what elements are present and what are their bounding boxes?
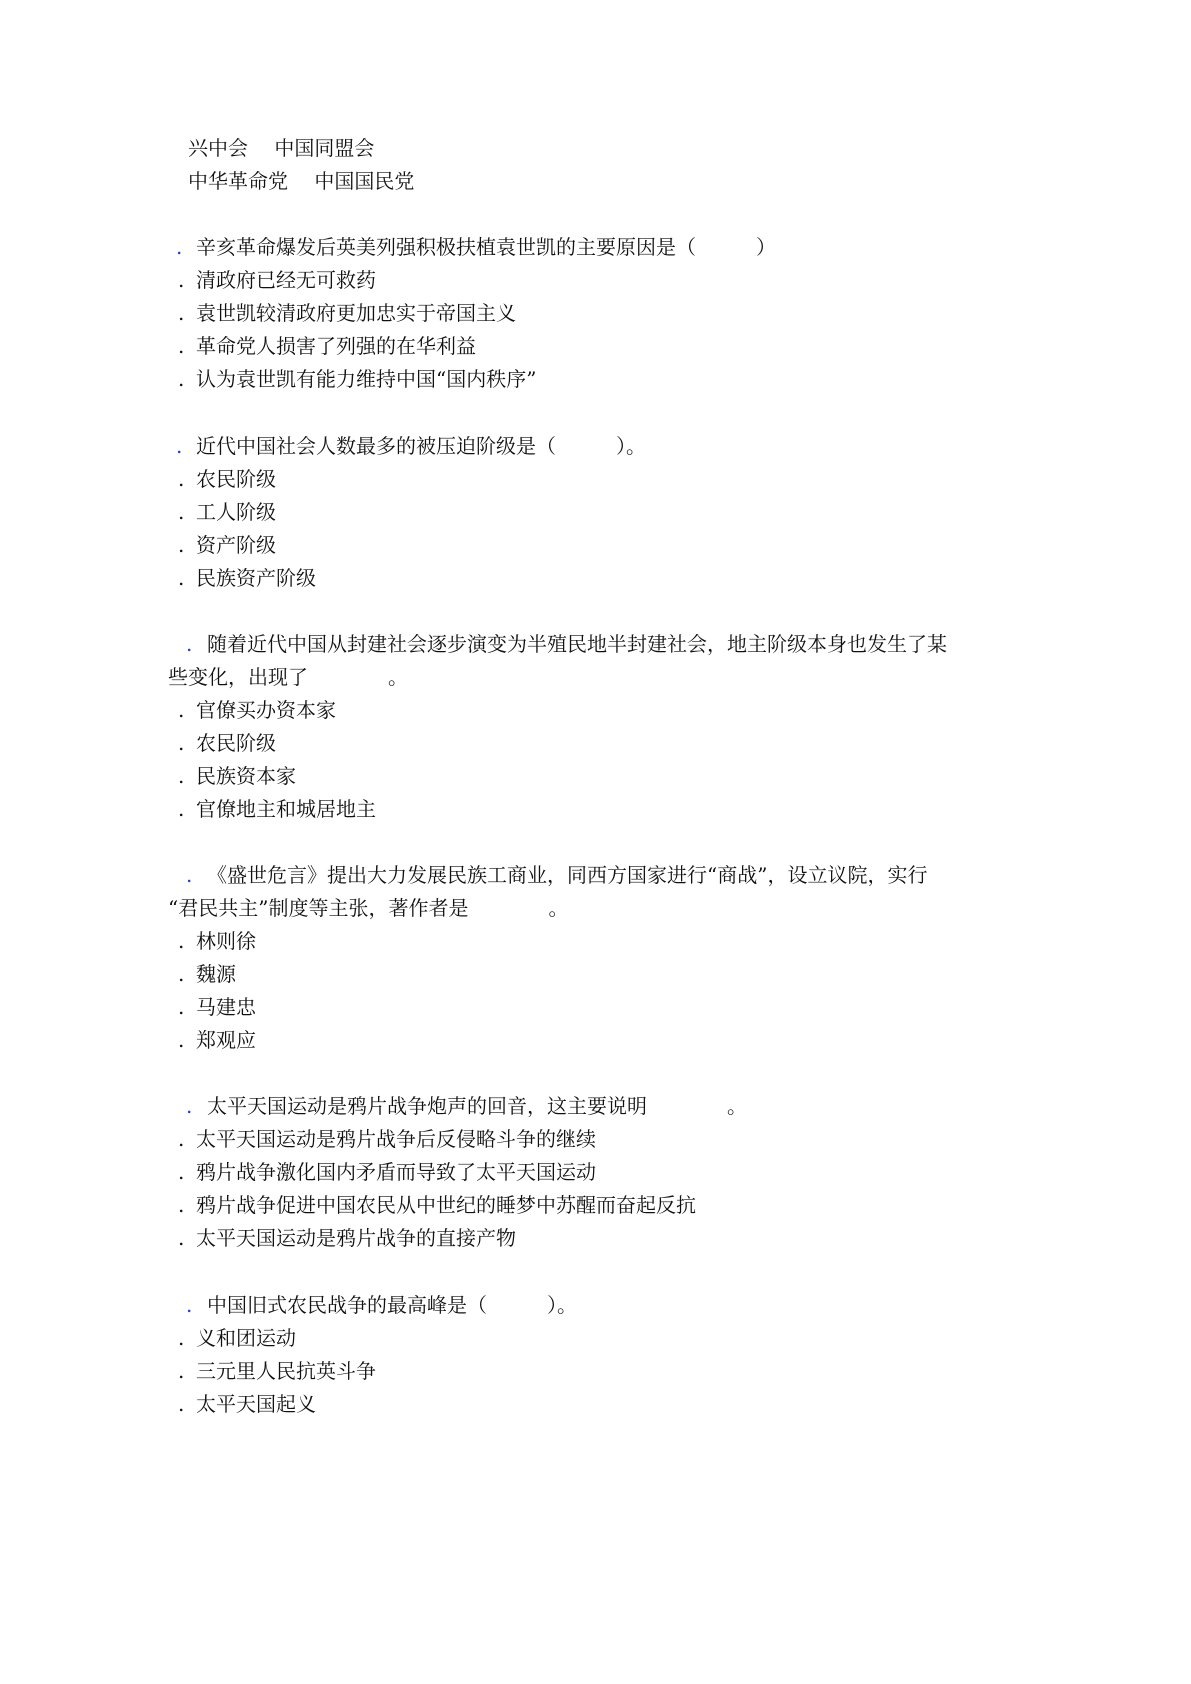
option-text: 工人阶级 <box>196 500 276 524</box>
option-marker: . <box>178 764 185 788</box>
question-marker: . <box>186 1094 193 1118</box>
option-marker: . <box>178 533 185 557</box>
option-text: 林则徐 <box>196 929 256 953</box>
question-stem: 太平天国运动是鸦片战争炮声的回音，这主要说明 。 <box>207 1094 747 1118</box>
option-marker: . <box>178 566 185 590</box>
option-text: 鸦片战争促进中国农民从中世纪的睡梦中苏醒而奋起反抗 <box>196 1193 696 1217</box>
option-text: 袁世凯较清政府更加忠实于帝国主义 <box>196 301 516 325</box>
question-marker: . <box>186 1293 193 1317</box>
question-stem-line-1: 随着近代中国从封建社会逐步演变为半殖民地半封建社会，地主阶级本身也发生了某 <box>207 632 947 656</box>
option-text: 官僚地主和城居地主 <box>196 797 376 821</box>
option-marker: . <box>178 1226 185 1250</box>
option-text: 三元里人民抗英斗争 <box>196 1359 376 1383</box>
option-marker: . <box>178 500 185 524</box>
option-marker: . <box>178 268 185 292</box>
option-text: 清政府已经无可救药 <box>196 268 376 292</box>
option-marker: . <box>178 1028 185 1052</box>
option-text: 农民阶级 <box>196 467 276 491</box>
option-text: 太平天国运动是鸦片战争后反侵略斗争的继续 <box>196 1127 596 1151</box>
option-text: 魏源 <box>196 962 236 986</box>
option-text: 郑观应 <box>196 1028 256 1052</box>
question-marker: . <box>176 235 183 259</box>
option-text: 太平天国运动是鸦片战争的直接产物 <box>196 1226 516 1250</box>
carryover-line-1: 兴中会 中国同盟会 <box>188 136 375 160</box>
option-marker: . <box>178 301 185 325</box>
option-text: 农民阶级 <box>196 731 276 755</box>
option-marker: . <box>178 467 185 491</box>
question-stem-line-2: 些变化，出现了 。 <box>168 665 408 689</box>
option-marker: . <box>178 1359 185 1383</box>
question-stem-line-2: “君民共主”制度等主张，著作者是 。 <box>168 896 569 920</box>
option-marker: . <box>178 334 185 358</box>
question-stem: 辛亥革命爆发后英美列强积极扶植袁世凯的主要原因是（ ） <box>196 235 776 259</box>
option-marker: . <box>178 367 185 391</box>
option-marker: . <box>178 929 185 953</box>
question-marker: . <box>176 434 183 458</box>
option-marker: . <box>178 1193 185 1217</box>
option-text: 官僚买办资本家 <box>196 698 336 722</box>
question-marker: . <box>186 632 193 656</box>
option-marker: . <box>178 1326 185 1350</box>
option-marker: . <box>178 995 185 1019</box>
option-marker: . <box>178 731 185 755</box>
question-stem: 近代中国社会人数最多的被压迫阶级是（ ）。 <box>196 434 646 458</box>
option-marker: . <box>178 1127 185 1151</box>
option-text: 资产阶级 <box>196 533 276 557</box>
option-marker: . <box>178 1392 185 1416</box>
option-text: 认为袁世凯有能力维持中国“国内秩序” <box>196 367 537 391</box>
option-text: 义和团运动 <box>196 1326 296 1350</box>
question-marker: . <box>186 863 193 887</box>
option-marker: . <box>178 797 185 821</box>
question-stem-line-1: 《盛世危言》提出大力发展民族工商业，同西方国家进行“商战”，设立议院，实行 <box>207 863 928 887</box>
option-text: 民族资本家 <box>196 764 296 788</box>
option-marker: . <box>178 698 185 722</box>
option-text: 太平天国起义 <box>196 1392 316 1416</box>
option-text: 鸦片战争激化国内矛盾而导致了太平天国运动 <box>196 1160 596 1184</box>
option-text: 民族资产阶级 <box>196 566 316 590</box>
option-marker: . <box>178 1160 185 1184</box>
option-text: 马建忠 <box>196 995 256 1019</box>
question-stem: 中国旧式农民战争的最高峰是（ ）。 <box>207 1293 577 1317</box>
option-text: 革命党人损害了列强的在华利益 <box>196 334 476 358</box>
carryover-line-2: 中华革命党 中国国民党 <box>188 169 415 193</box>
option-marker: . <box>178 962 185 986</box>
